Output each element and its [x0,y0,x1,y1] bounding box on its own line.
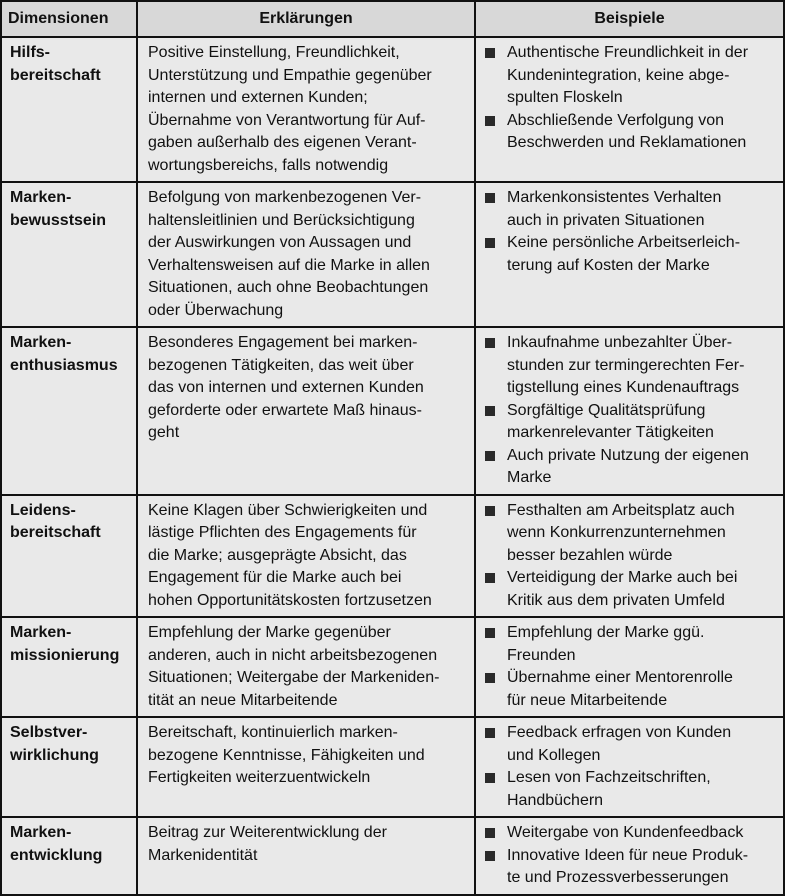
square-bullet-icon [485,238,495,248]
explanation-text: Keine Klagen über Schwierigkeiten und lästige Pflichten des Engagements für die Marke; ausgeprägte Absicht, das Engagement für die Marke auch bei hohen Opportunitätskosten fortzusetzen [148,501,432,609]
square-bullet-icon [485,728,495,738]
table-body [1,37,784,895]
explanation-text: Positive Einstellung, Freundlichkeit, Unterstützung und Empathie gegenüber internen und externen Kunden; Übernahme von Verantwortung für Auf- gaben außerhalb des eigenen Verant- wortungsbereichs, falls notwendig [148,44,432,174]
list-item [485,500,777,568]
list-item [485,767,777,812]
examples-cell [475,817,784,895]
example-text: Abschließende Verfolgung von Beschwerden und Reklamationen [507,111,747,151]
square-bullet-icon [485,506,495,516]
dimension-label: Marken- missionierung [10,624,120,664]
list-item [485,110,777,155]
explanation-cell [137,617,475,717]
table-header [1,1,784,37]
list-item [485,622,777,667]
example-text: Authentische Freundlichkeit in der Kundenintegration, keine abge- spulten Floskeln [507,44,749,106]
square-bullet-icon [485,828,495,838]
examples-list [485,500,777,613]
dimension-cell [1,617,137,717]
examples-list [485,822,777,890]
examples-cell [475,327,784,495]
square-bullet-icon [485,193,495,203]
explanation-text: Besonderes Engagement bei marken- bezogenen Tätigkeiten, das weit über das von internen und externen Kunden geforderte oder erwartete Maß hinaus- geht [148,334,424,441]
dimension-label: Marken- bewusstsein [10,189,107,229]
examples-cell [475,182,784,327]
examples-cell [475,495,784,618]
explanation-cell [137,817,475,895]
explanation-text: Bereitschaft, kontinuierlich marken- bezogene Kenntnisse, Fähigkeiten und Fertigkeiten weiterzuentwickeln [148,724,425,786]
square-bullet-icon [485,673,495,683]
dimension-label: Marken- entwicklung [10,824,103,864]
dimension-cell [1,327,137,495]
list-item [485,400,777,445]
dimension-label: Leidens- bereitschaft [10,501,101,541]
table-row [1,182,784,327]
square-bullet-icon [485,451,495,461]
explanation-text: Beitrag zur Weiterentwicklung der Markenidentität [148,824,387,864]
square-bullet-icon [485,48,495,58]
examples-list [485,42,777,155]
header-row [1,1,784,37]
example-text: Lesen von Fachzeitschriften, Handbüchern [507,769,711,809]
table-row [1,495,784,618]
examples-cell [475,617,784,717]
explanation-cell [137,327,475,495]
examples-list [485,332,777,490]
explanation-cell [137,37,475,182]
example-text: Feedback erfragen von Kunden und Kollegen [507,724,732,764]
square-bullet-icon [485,573,495,583]
examples-cell [475,37,784,182]
list-item [485,445,777,490]
table-row [1,327,784,495]
example-text: Übernahme einer Mentorenrolle für neue Mitarbeitende [507,669,733,709]
dimension-cell [1,717,137,817]
list-item [485,187,777,232]
dimension-cell [1,817,137,895]
dimension-label: Hilfs- bereitschaft [10,44,101,84]
header-examples: Beispiele [475,1,784,37]
explanation-cell [137,717,475,817]
table-row [1,37,784,182]
dimension-cell [1,37,137,182]
example-text: Sorgfältige Qualitätsprüfung markenrelevanter Tätigkeiten [507,401,714,441]
dimension-label: Selbstver- wirklichung [10,724,99,764]
square-bullet-icon [485,338,495,348]
square-bullet-icon [485,773,495,783]
example-text: Auch private Nutzung der eigenen Marke [507,446,749,486]
example-text: Verteidigung der Marke auch bei Kritik aus dem privaten Umfeld [507,569,738,609]
dimension-cell [1,495,137,618]
explanation-text: Empfehlung der Marke gegenüber anderen, auch in nicht arbeitsbezogenen Situationen; Weitergabe der Markeniden- tität an neue Mitarbeitende [148,624,440,709]
examples-cell [475,717,784,817]
header-explanations: Erklärungen [137,1,475,37]
example-text: Markenkonsistentes Verhalten auch in privaten Situationen [507,189,722,229]
list-item [485,822,777,845]
list-item [485,232,777,277]
example-text: Keine persönliche Arbeitserleich- terung auf Kosten der Marke [507,234,741,274]
list-item [485,42,777,110]
explanation-text: Befolgung von markenbezogenen Ver- haltensleitlinien und Berücksichtigung der Auswirkungen von Aussagen und Verhaltensweisen auf die Marke in allen Situationen, auch ohne Beobachtungen oder Überwachung [148,189,430,319]
examples-list [485,187,777,277]
list-item [485,332,777,400]
dimension-label: Marken- enthusiasmus [10,334,118,374]
list-item [485,667,777,712]
list-item [485,567,777,612]
dimension-cell [1,182,137,327]
explanation-cell [137,495,475,618]
list-item [485,722,777,767]
example-text: Weitergabe von Kundenfeedback [507,824,744,841]
list-item [485,845,777,890]
table-row [1,717,784,817]
examples-list [485,622,777,712]
square-bullet-icon [485,628,495,638]
table-row [1,617,784,717]
table-row [1,817,784,895]
header-dimensions: Dimensionen [1,1,137,37]
explanation-cell [137,182,475,327]
example-text: Empfehlung der Marke ggü. Freunden [507,624,705,664]
example-text: Inkaufnahme unbezahlter Über- stunden zur termingerechten Fer- tigstellung eines Kundenauftrags [507,334,745,396]
square-bullet-icon [485,116,495,126]
example-text: Festhalten am Arbeitsplatz auch wenn Konkurrenzunternehmen besser bezahlen würde [507,501,735,564]
square-bullet-icon [485,406,495,416]
examples-list [485,722,777,812]
square-bullet-icon [485,851,495,861]
example-text: Innovative Ideen für neue Produk- te und Prozessverbesserungen [507,846,749,886]
